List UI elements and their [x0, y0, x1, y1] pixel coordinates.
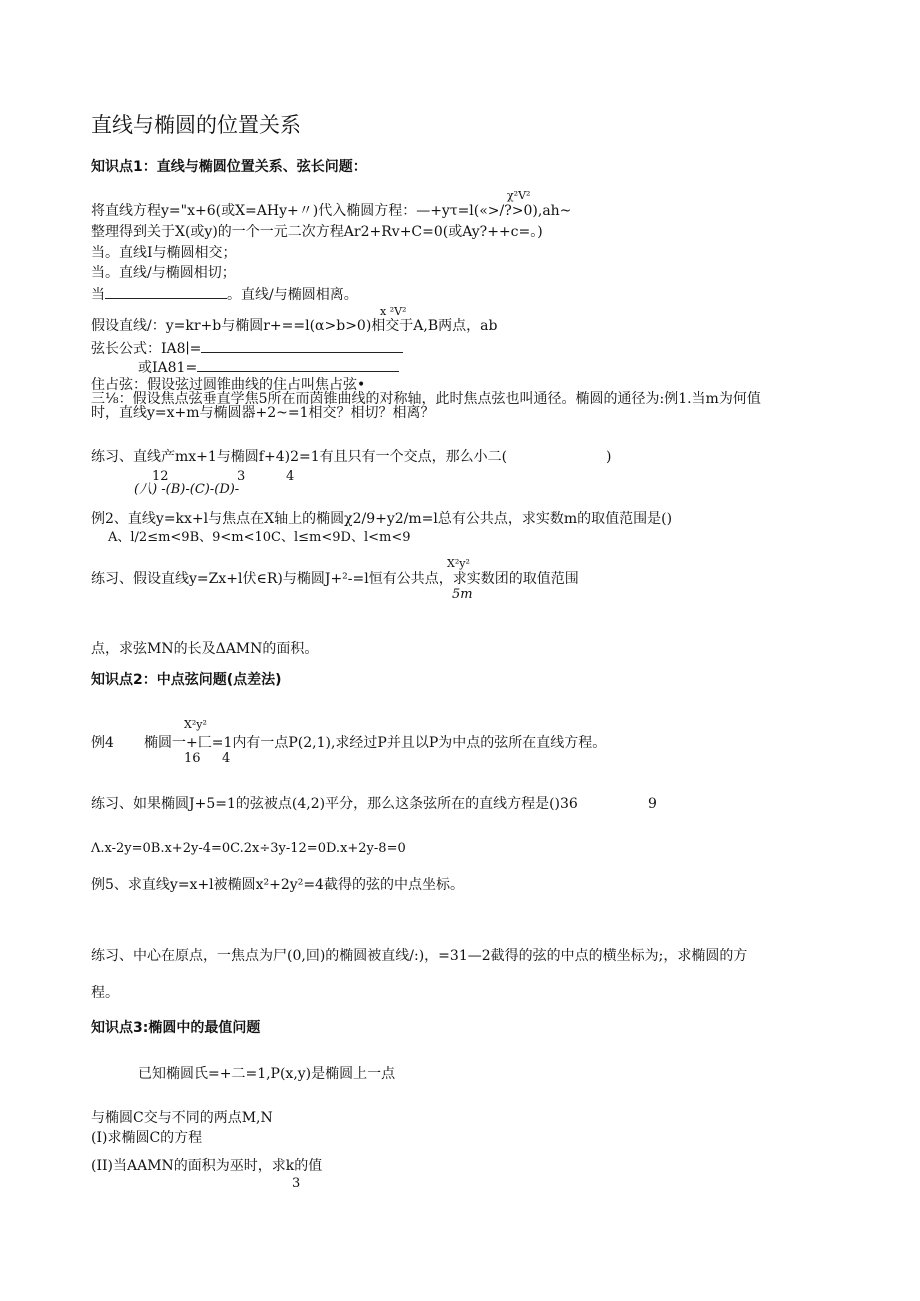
- practice-1-frac-3: 4: [286, 469, 295, 484]
- kp2-options: Λ.x-2y=0B.x+2y-4=0C.2x÷3y-12=0D.x+2y-8=0: [91, 841, 406, 856]
- example-4: 椭圆一+匚=1内有一点P(2,1),求经过P并且以P为中点的弦所在直线方程。: [144, 735, 607, 751]
- kp3-given: 已知椭圆氏=+二=1,P(x,y)是椭圆上一点: [138, 1066, 396, 1082]
- kp1-line5: [91, 286, 358, 302]
- example-4-sub-16: 16: [184, 751, 201, 766]
- practice-1-frac-2: 3: [237, 469, 246, 484]
- kp2-practice: 练习、如果椭圆J+5=1的弦被点(4,2)平分，那么这条弦所在的直线方程是()36: [91, 796, 578, 812]
- example-4-label: 例4: [91, 735, 114, 751]
- kp1-line4: 当。直线/与椭圆相切；: [91, 265, 236, 281]
- kp1-line1: 将直线方程y="x+6(或X=AHy+〃)代入椭圆方程：—+yτ=l(«>/?>0),ah~: [91, 203, 572, 219]
- example-1: 时，直线y=x+m与椭圆器+2~=1相交？相切？相离？: [91, 405, 435, 421]
- kp1-line2: 整理得到关于X(或y)的一个一元二次方程Ar2+Rv+C=0(或Ay?++c=。): [91, 224, 543, 240]
- kp3-question-2-subscript: 3: [292, 1176, 301, 1191]
- practice-1-frac-1: 12: [152, 469, 169, 484]
- page-title: 直线与椭圆的位置关系: [91, 113, 301, 137]
- kp1-line6-superscript: x ²V²: [380, 305, 407, 318]
- kp1-line6: 假设直线/：y=kr+b与椭圆r+==l(α>b>0)相交于A,B两点，ab: [91, 318, 498, 334]
- example-2-options: A、l/2≤m<9B、9<m<10C、l≤m<9D、l<m<9: [108, 530, 411, 545]
- chord-formula-1-label: 弦长公式：IA8∣=: [91, 341, 202, 357]
- chord-formula-2-label: 或IA81=: [138, 360, 198, 376]
- fill-blank: [105, 286, 227, 299]
- kp3-heading: 知识点3:椭圆中的最值问题: [91, 1020, 261, 1036]
- chord-formula-1: [91, 340, 403, 356]
- practice-2: 练习、假设直线y=Zx+l伏∈R)与椭圆J+²-=l恒有公共点，求实数团的取值范围: [91, 571, 579, 587]
- kp1-line1-superscript: χ²V²: [507, 189, 531, 202]
- kp1-line5-end: 。直线/与椭圆相离。: [227, 287, 358, 303]
- fill-blank: [201, 340, 403, 353]
- mn-chord-line: 点，求弦MN的长及ΔAMN的面积。: [91, 641, 319, 657]
- kp2-practice-3: 练习、中心在原点，一焦点为尸(0,回)的椭圆被直线/:)，=31—2截得的弦的中点的横坐标为;，求椭圆的方: [91, 948, 748, 964]
- kp2-practice-3-end: 程。: [91, 985, 119, 1001]
- kp3-question-2: (II)当AAMN的面积为巫时，求k的值: [91, 1158, 323, 1174]
- chord-formula-2: [138, 359, 399, 375]
- practice-1: 练习、直线产mx+1与椭圆f+4)2=1有且只有一个交点，那么小二(: [91, 449, 508, 465]
- kp3-question-1: (I)求椭圆C的方程: [91, 1130, 203, 1146]
- practice-1-close: ): [606, 449, 612, 465]
- example-4-sub-4: 4: [222, 751, 231, 766]
- practice-1-options: (八) -(B)-(C)-(D)-: [134, 482, 240, 497]
- fill-blank: [197, 359, 399, 372]
- kp3-intersect: 与椭圆C交与不同的两点M,N: [91, 1110, 273, 1126]
- example-4-superscript: X²y²: [184, 718, 207, 731]
- kp1-line5-start: 当: [91, 287, 105, 303]
- practice-2-subscript: 5m: [452, 587, 473, 602]
- kp2-heading: 知识点2：中点弦问题(点差法): [91, 672, 282, 688]
- kp1-line3: 当。直线I与椭圆相交；: [91, 245, 237, 261]
- latus-rectum-def: 三⅛：假设焦点弦垂直学焦5所在而茵锥曲线的对称轴，此时焦点弦也叫通径。椭圆的通径为:例1.当m为何值: [91, 391, 761, 407]
- example-2: 例2、直线y=kx+l与焦点在X轴上的椭圆χ2/9+y2/m=l总有公共点，求实数m的取值范围是(): [91, 511, 673, 527]
- focal-chord-def: 住占弦：假设弦过圆锥曲线的住占叫焦占弦•: [91, 377, 366, 393]
- kp2-practice-tail: 9: [648, 796, 657, 812]
- practice-2-superscript: X²y²: [447, 557, 470, 570]
- example-5: 例5、求直线y=x+l被椭圆x²+2y²=4截得的弦的中点坐标。: [91, 877, 464, 893]
- kp1-heading: 知识点1：直线与椭圆位置关系、弦长问题：: [91, 159, 367, 175]
